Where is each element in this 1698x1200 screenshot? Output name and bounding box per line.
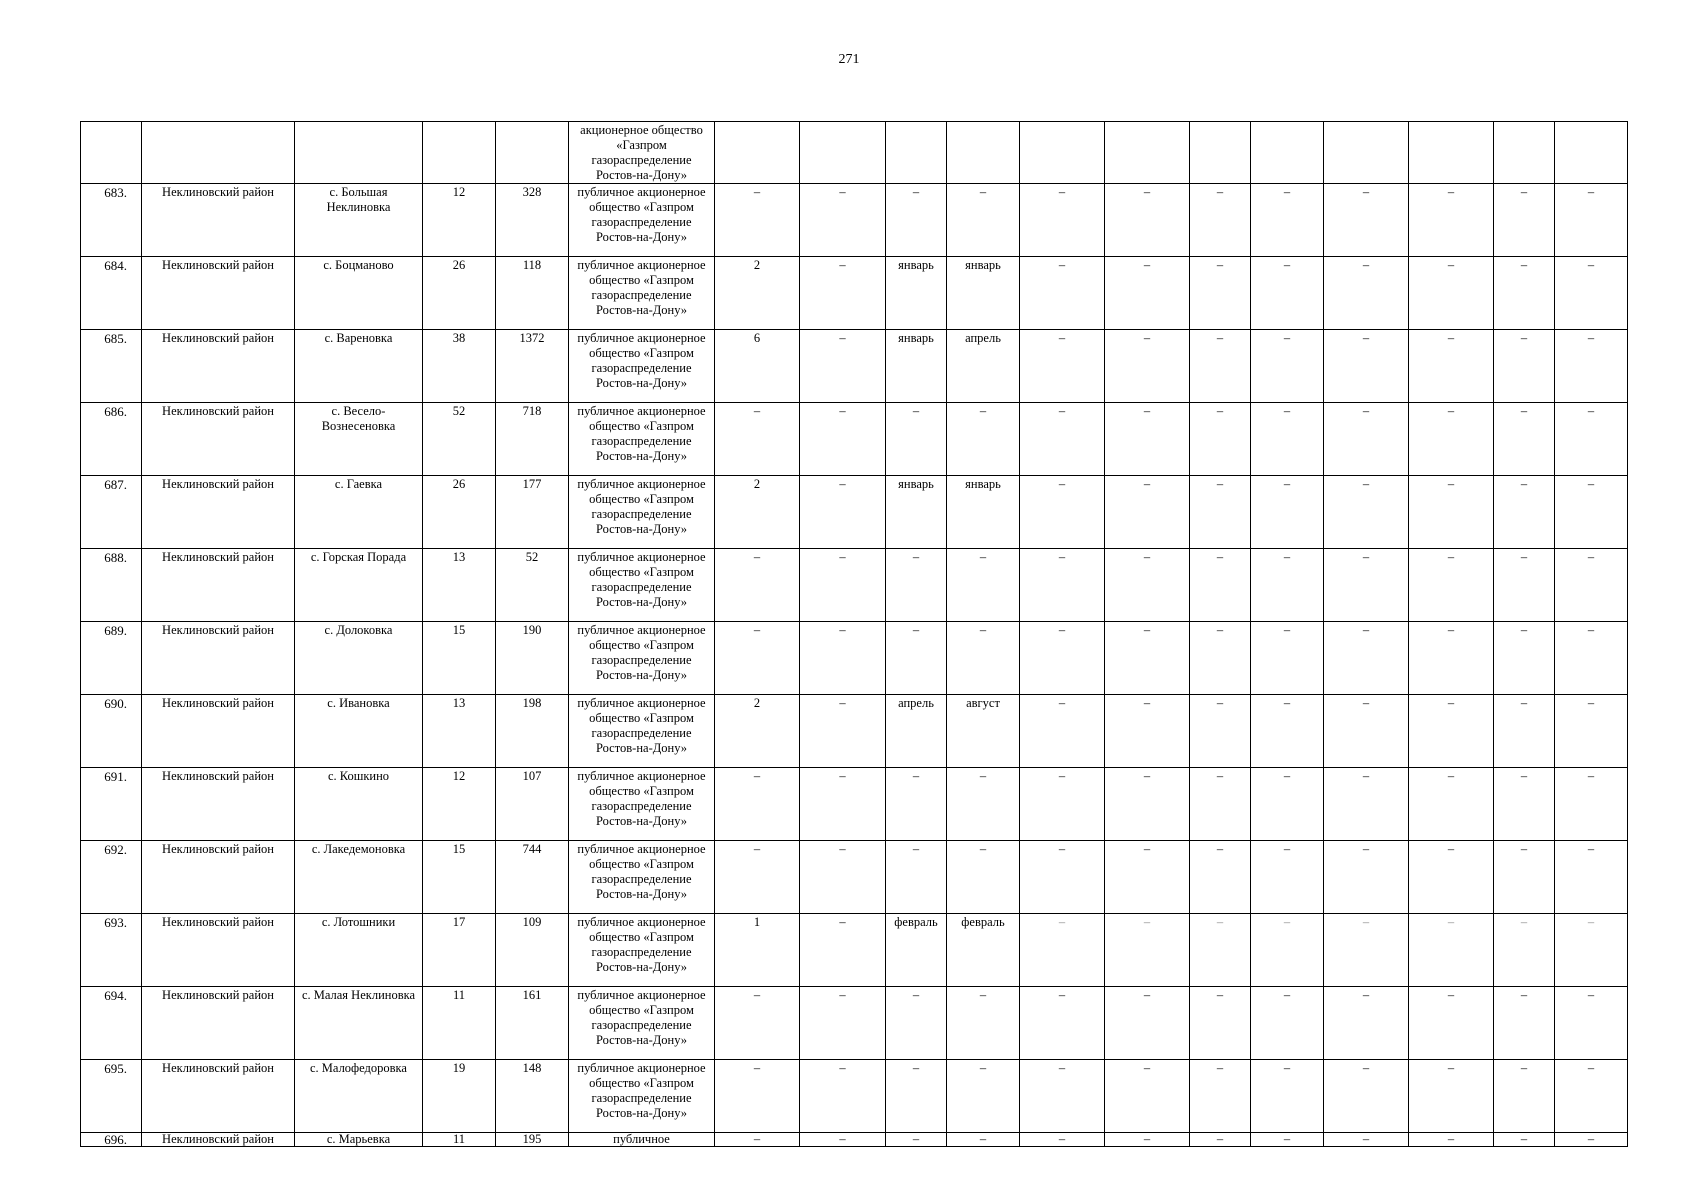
dash-cell: – [1409, 1133, 1494, 1147]
dash-cell: – [1105, 403, 1190, 476]
dash-cell: – [1494, 330, 1555, 403]
dash-cell: – [1190, 987, 1251, 1060]
value-col6: – [715, 403, 800, 476]
dash-cell: – [1409, 549, 1494, 622]
district-cell: Неклиновский район [142, 768, 295, 841]
organization-cell: публичное акционерное общество «Газпром газораспределение Ростов-на-Дону» [569, 1060, 715, 1133]
value-col6: – [715, 549, 800, 622]
dash-cell: – [1494, 841, 1555, 914]
value-col6: 1 [715, 914, 800, 987]
dash-cell: – [1251, 695, 1324, 768]
dash-cell: – [1324, 257, 1409, 330]
value-col7: – [800, 476, 886, 549]
dash-cell: – [1020, 1060, 1105, 1133]
value-col6: – [715, 184, 800, 257]
dash-cell: – [1020, 549, 1105, 622]
dash-cell: – [1555, 549, 1628, 622]
dash-cell: – [1555, 768, 1628, 841]
dash-cell: – [1555, 622, 1628, 695]
row-number: 694. [81, 987, 142, 1060]
dash-cell: – [1190, 257, 1251, 330]
dash-cell: – [1105, 841, 1190, 914]
dash-cell: – [1251, 841, 1324, 914]
dash-cell: – [1409, 622, 1494, 695]
dash-cell: – [1251, 257, 1324, 330]
value-col9: апрель [947, 330, 1020, 403]
settlement-cell: с. Лотошники [295, 914, 423, 987]
value-col7: – [800, 403, 886, 476]
dash-cell: – [1251, 184, 1324, 257]
organization-cell: публичное [569, 1133, 715, 1147]
value-col8: – [886, 184, 947, 257]
dash-cell: – [1324, 549, 1409, 622]
value-col9: февраль [947, 914, 1020, 987]
value-col4: 161 [496, 987, 569, 1060]
dash-cell: – [1324, 987, 1409, 1060]
value-col4: 52 [496, 549, 569, 622]
dash-cell: – [1555, 257, 1628, 330]
value-col3: 13 [423, 695, 496, 768]
value-col4: 190 [496, 622, 569, 695]
dash-cell: – [1105, 184, 1190, 257]
table-row [81, 1133, 1628, 1147]
value-col9: – [947, 403, 1020, 476]
dash-cell: – [1494, 987, 1555, 1060]
dash-cell: – [1251, 768, 1324, 841]
dash-cell: – [1409, 476, 1494, 549]
district-cell: Неклиновский район [142, 257, 295, 330]
page-number: 271 [838, 52, 860, 67]
dash-cell: – [1555, 841, 1628, 914]
value-col9: – [947, 549, 1020, 622]
value-col9: – [947, 1133, 1020, 1147]
organization-cell: публичное акционерное общество «Газпром газораспределение Ростов-на-Дону» [569, 622, 715, 695]
dash-cell: – [1190, 1060, 1251, 1133]
dash-cell: – [1105, 549, 1190, 622]
value-col4: 198 [496, 695, 569, 768]
dash-cell: – [1251, 476, 1324, 549]
district-cell: Неклиновский район [142, 403, 295, 476]
dash-cell: – [1105, 1060, 1190, 1133]
dash-cell: – [1555, 403, 1628, 476]
dash-cell: – [1190, 695, 1251, 768]
dash-cell: – [1555, 1060, 1628, 1133]
value-col8: – [886, 987, 947, 1060]
value-col8: – [886, 768, 947, 841]
dash-cell: – [1251, 549, 1324, 622]
dash-cell: – [1324, 914, 1409, 987]
dash-cell: – [1190, 622, 1251, 695]
value-col3: 11 [423, 1133, 496, 1147]
dash-cell: – [1409, 987, 1494, 1060]
dash-cell: – [1494, 184, 1555, 257]
value-col7: – [800, 1060, 886, 1133]
dash-cell: – [1105, 476, 1190, 549]
dash-cell: – [1020, 768, 1105, 841]
dash-cell: – [1555, 695, 1628, 768]
dash-cell: – [1409, 184, 1494, 257]
organization-cell: публичное акционерное общество «Газпром газораспределение Ростов-на-Дону» [569, 695, 715, 768]
value-col7: – [800, 914, 886, 987]
value-col3: 17 [423, 914, 496, 987]
organization-cell: публичное акционерное общество «Газпром газораспределение Ростов-на-Дону» [569, 768, 715, 841]
row-number: 696. [81, 1133, 142, 1147]
value-col4: 328 [496, 184, 569, 257]
dash-cell: – [1020, 330, 1105, 403]
value-col7: – [800, 184, 886, 257]
district-cell: Неклиновский район [142, 695, 295, 768]
table-row [81, 184, 1628, 257]
table-row [81, 841, 1628, 914]
organization-cell: акционерное общество «Газпром газораспределение Ростов-на-Дону» [569, 122, 715, 184]
table-row [81, 768, 1628, 841]
dash-cell: – [1020, 476, 1105, 549]
dash-cell: – [1324, 695, 1409, 768]
dash-cell: – [1409, 1060, 1494, 1133]
dash-cell: – [1190, 330, 1251, 403]
dash-cell: – [1324, 330, 1409, 403]
dash-cell: – [1494, 768, 1555, 841]
dash-cell: – [1020, 914, 1105, 987]
value-col8: – [886, 1060, 947, 1133]
value-col8: апрель [886, 695, 947, 768]
dash-cell: – [1020, 987, 1105, 1060]
value-col7: – [800, 987, 886, 1060]
value-col7: – [800, 257, 886, 330]
value-col3: 12 [423, 184, 496, 257]
dash-cell: – [1324, 476, 1409, 549]
organization-cell: публичное акционерное общество «Газпром газораспределение Ростов-на-Дону» [569, 476, 715, 549]
value-col8: январь [886, 476, 947, 549]
organization-cell: публичное акционерное общество «Газпром газораспределение Ростов-на-Дону» [569, 257, 715, 330]
dash-cell: – [1190, 403, 1251, 476]
settlement-cell: с. Кошкино [295, 768, 423, 841]
district-cell: Неклиновский район [142, 184, 295, 257]
value-col3: 11 [423, 987, 496, 1060]
dash-cell: – [1251, 1060, 1324, 1133]
dash-cell: – [1020, 257, 1105, 330]
value-col7: – [800, 768, 886, 841]
organization-cell: публичное акционерное общество «Газпром газораспределение Ростов-на-Дону» [569, 914, 715, 987]
dash-cell: – [1555, 330, 1628, 403]
organization-cell: публичное акционерное общество «Газпром газораспределение Ростов-на-Дону» [569, 549, 715, 622]
value-col9: – [947, 987, 1020, 1060]
dash-cell: – [1409, 841, 1494, 914]
district-cell: Неклиновский район [142, 549, 295, 622]
dash-cell: – [1494, 622, 1555, 695]
table-row [81, 1060, 1628, 1133]
row-number: 689. [81, 622, 142, 695]
dash-cell: – [1324, 1133, 1409, 1147]
dash-cell: – [1020, 841, 1105, 914]
settlement-cell: с. Весело-Вознесеновка [295, 403, 423, 476]
dash-cell: – [1020, 1133, 1105, 1147]
row-number: 693. [81, 914, 142, 987]
value-col7: – [800, 330, 886, 403]
organization-cell: публичное акционерное общество «Газпром газораспределение Ростов-на-Дону» [569, 184, 715, 257]
table-row [81, 549, 1628, 622]
dash-cell: – [1190, 184, 1251, 257]
value-col3: 15 [423, 622, 496, 695]
dash-cell: – [1555, 184, 1628, 257]
dash-cell: – [1251, 330, 1324, 403]
district-cell: Неклиновский район [142, 1060, 295, 1133]
row-number: 684. [81, 257, 142, 330]
settlement-cell: с. Марьевка [295, 1133, 423, 1147]
value-col9: – [947, 768, 1020, 841]
settlement-cell: с. Боцманово [295, 257, 423, 330]
dash-cell: – [1105, 987, 1190, 1060]
value-col4: 148 [496, 1060, 569, 1133]
dash-cell: – [1020, 622, 1105, 695]
value-col6: – [715, 768, 800, 841]
value-col9: январь [947, 257, 1020, 330]
row-number: 691. [81, 768, 142, 841]
settlement-cell: с. Малофедоровка [295, 1060, 423, 1133]
dash-cell: – [1494, 1133, 1555, 1147]
dash-cell: – [1409, 695, 1494, 768]
dash-cell: – [1494, 914, 1555, 987]
settlement-cell: с. Большая Неклиновка [295, 184, 423, 257]
dash-cell: – [1324, 1060, 1409, 1133]
dash-cell: – [1190, 476, 1251, 549]
table-row [81, 330, 1628, 403]
dash-cell: – [1555, 914, 1628, 987]
value-col6: – [715, 841, 800, 914]
value-col6: – [715, 622, 800, 695]
dash-cell: – [1251, 987, 1324, 1060]
value-col8: – [886, 1133, 947, 1147]
organization-cell: публичное акционерное общество «Газпром газораспределение Ростов-на-Дону» [569, 987, 715, 1060]
dash-cell: – [1251, 1133, 1324, 1147]
value-col7: – [800, 841, 886, 914]
value-col8: – [886, 622, 947, 695]
dash-cell: – [1251, 914, 1324, 987]
value-col9: август [947, 695, 1020, 768]
organization-cell: публичное акционерное общество «Газпром газораспределение Ростов-на-Дону» [569, 330, 715, 403]
row-number: 683. [81, 184, 142, 257]
value-col7: – [800, 695, 886, 768]
value-col3: 52 [423, 403, 496, 476]
dash-cell: – [1020, 184, 1105, 257]
value-col9: январь [947, 476, 1020, 549]
value-col3: 15 [423, 841, 496, 914]
dash-cell: – [1555, 987, 1628, 1060]
district-cell: Неклиновский район [142, 987, 295, 1060]
row-number: 688. [81, 549, 142, 622]
value-col9: – [947, 1060, 1020, 1133]
table-row [81, 403, 1628, 476]
value-col7: – [800, 1133, 886, 1147]
dash-cell: – [1190, 768, 1251, 841]
value-col3: 26 [423, 257, 496, 330]
dash-cell: – [1105, 914, 1190, 987]
value-col4: 118 [496, 257, 569, 330]
value-col3: 38 [423, 330, 496, 403]
table-row [81, 622, 1628, 695]
value-col6: – [715, 1133, 800, 1147]
row-number: 692. [81, 841, 142, 914]
table-row-continuation [81, 122, 1628, 184]
value-col7: – [800, 549, 886, 622]
value-col3: 19 [423, 1060, 496, 1133]
dash-cell: – [1494, 257, 1555, 330]
table-row [81, 476, 1628, 549]
value-col4: 744 [496, 841, 569, 914]
row-number: 695. [81, 1060, 142, 1133]
value-col4: 718 [496, 403, 569, 476]
dash-cell: – [1555, 1133, 1628, 1147]
dash-cell: – [1105, 330, 1190, 403]
dash-cell: – [1409, 403, 1494, 476]
value-col8: – [886, 403, 947, 476]
value-col6: – [715, 987, 800, 1060]
dash-cell: – [1324, 768, 1409, 841]
dash-cell: – [1409, 914, 1494, 987]
district-cell: Неклиновский район [142, 476, 295, 549]
dash-cell: – [1324, 184, 1409, 257]
value-col4: 107 [496, 768, 569, 841]
dash-cell: – [1409, 330, 1494, 403]
dash-cell: – [1105, 1133, 1190, 1147]
value-col6: – [715, 1060, 800, 1133]
value-col4: 177 [496, 476, 569, 549]
settlement-cell: с. Долоковка [295, 622, 423, 695]
value-col4: 1372 [496, 330, 569, 403]
value-col4: 109 [496, 914, 569, 987]
table-row [81, 695, 1628, 768]
value-col6: 2 [715, 257, 800, 330]
dash-cell: – [1555, 476, 1628, 549]
dash-cell: – [1190, 549, 1251, 622]
dash-cell: – [1324, 403, 1409, 476]
value-col6: 6 [715, 330, 800, 403]
dash-cell: – [1494, 476, 1555, 549]
organization-cell: публичное акционерное общество «Газпром газораспределение Ростов-на-Дону» [569, 403, 715, 476]
dash-cell: – [1251, 622, 1324, 695]
dash-cell: – [1494, 695, 1555, 768]
dash-cell: – [1494, 549, 1555, 622]
settlement-cell: с. Малая Неклиновка [295, 987, 423, 1060]
dash-cell: – [1324, 622, 1409, 695]
table-row [81, 257, 1628, 330]
dash-cell: – [1251, 403, 1324, 476]
district-cell: Неклиновский район [142, 330, 295, 403]
value-col8: январь [886, 330, 947, 403]
dash-cell: – [1105, 257, 1190, 330]
value-col3: 13 [423, 549, 496, 622]
dash-cell: – [1020, 695, 1105, 768]
row-number: 685. [81, 330, 142, 403]
dash-cell: – [1494, 1060, 1555, 1133]
district-cell: Неклиновский район [142, 914, 295, 987]
gasification-table [80, 121, 1628, 1147]
value-col8: февраль [886, 914, 947, 987]
value-col9: – [947, 622, 1020, 695]
organization-cell: публичное акционерное общество «Газпром газораспределение Ростов-на-Дону» [569, 841, 715, 914]
settlement-cell: с. Горская Порада [295, 549, 423, 622]
dash-cell: – [1190, 1133, 1251, 1147]
value-col6: 2 [715, 476, 800, 549]
value-col9: – [947, 184, 1020, 257]
row-number: 686. [81, 403, 142, 476]
value-col3: 12 [423, 768, 496, 841]
dash-cell: – [1494, 403, 1555, 476]
value-col7: – [800, 622, 886, 695]
table-row [81, 987, 1628, 1060]
settlement-cell: с. Вареновка [295, 330, 423, 403]
value-col4: 195 [496, 1133, 569, 1147]
district-cell: Неклиновский район [142, 622, 295, 695]
value-col8: – [886, 841, 947, 914]
district-cell: Неклиновский район [142, 841, 295, 914]
value-col3: 26 [423, 476, 496, 549]
value-col9: – [947, 841, 1020, 914]
dash-cell: – [1409, 257, 1494, 330]
dash-cell: – [1105, 622, 1190, 695]
table-row [81, 914, 1628, 987]
dash-cell: – [1190, 841, 1251, 914]
value-col8: январь [886, 257, 947, 330]
row-number: 690. [81, 695, 142, 768]
dash-cell: – [1105, 768, 1190, 841]
dash-cell: – [1020, 403, 1105, 476]
row-number: 687. [81, 476, 142, 549]
dash-cell: – [1105, 695, 1190, 768]
value-col8: – [886, 549, 947, 622]
settlement-cell: с. Лакедемоновка [295, 841, 423, 914]
dash-cell: – [1409, 768, 1494, 841]
value-col6: 2 [715, 695, 800, 768]
settlement-cell: с. Ивановка [295, 695, 423, 768]
dash-cell: – [1190, 914, 1251, 987]
settlement-cell: с. Гаевка [295, 476, 423, 549]
district-cell: Неклиновский район [142, 1133, 295, 1147]
dash-cell: – [1324, 841, 1409, 914]
